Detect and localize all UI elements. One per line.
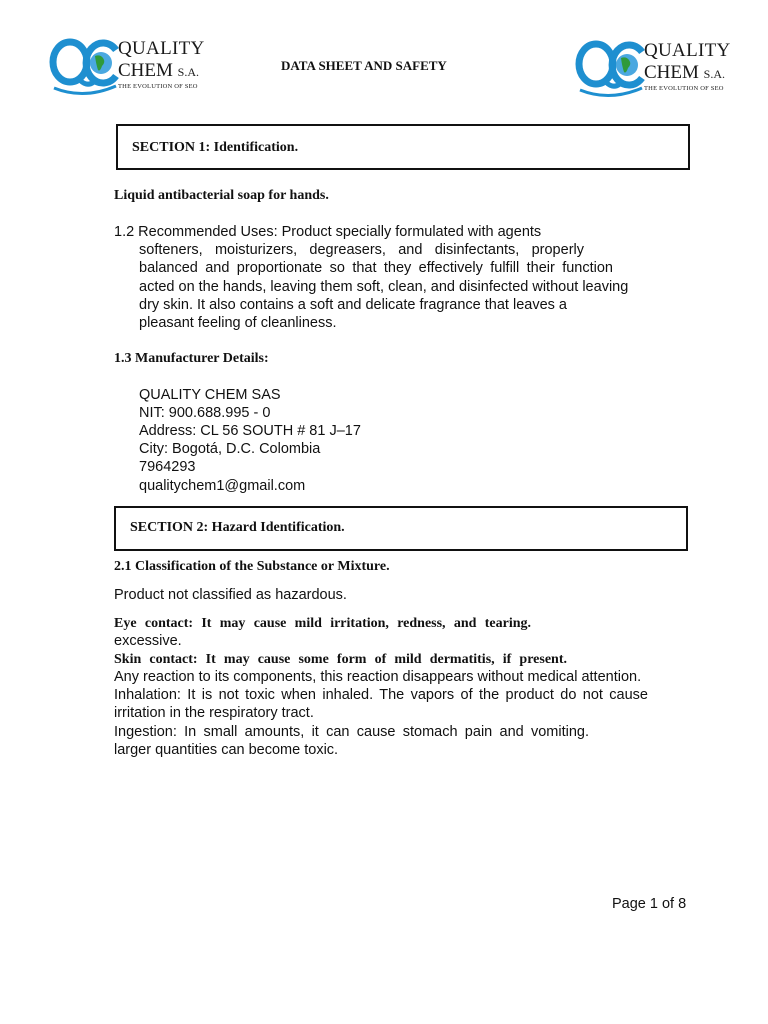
uses-line: 1.2 Recommended Uses: Product specially formulated with agents	[114, 224, 542, 240]
eye-contact-cont: excessive.	[114, 633, 182, 649]
manufacturer-line: City: Bogotá, D.C. Colombia	[139, 441, 321, 457]
logo-chem: CHEM	[644, 62, 699, 83]
inhalation-text: Inhalation: It is not toxic when inhaled. The vapors of the product do not cause	[114, 687, 648, 703]
product-name: Liquid antibacterial soap for hands.	[114, 188, 329, 203]
ingestion-cont: larger quantities can become toxic.	[114, 742, 339, 758]
eye-contact-text: Eye contact: It may cause mild irritation, redness, and tearing.	[114, 616, 531, 631]
skin-contact-text: Skin contact: It may cause some form of mild dermatitis, if present.	[114, 652, 567, 667]
manufacturer-line: NIT: 900.688.995 - 0	[139, 405, 271, 421]
ingestion-text: Ingestion: In small amounts, it can cause stomach pain and vomiting.	[114, 724, 589, 740]
uses-line: dry skin. It also contains a soft and delicate fragrance that leaves a	[139, 297, 567, 313]
skin-contact-cont: Any reaction to its components, this reaction disappears without medical attention.	[114, 669, 642, 685]
uses-line: softeners, moisturizers, degreasers, and disinfectants, properly	[139, 242, 584, 258]
document-title: DATA SHEET AND SAFETY	[281, 58, 447, 73]
manufacturer-heading: 1.3 Manufacturer Details:	[114, 351, 269, 366]
company-logo-right	[574, 40, 744, 100]
manufacturer-email: qualitychem1@gmail.com	[139, 478, 306, 494]
manufacturer-line: Address: CL 56 SOUTH # 81 J–17	[139, 423, 361, 439]
logo-sa: S.A.	[177, 65, 199, 79]
inhalation-cont: irritation in the respiratory tract.	[114, 705, 314, 721]
logo-tagline: THE EVOLUTION OF SEO	[644, 85, 724, 92]
uses-line: balanced and proportionate so that they effectively fulfill their function	[139, 260, 613, 276]
section-2-heading-box	[114, 506, 688, 551]
section-2-heading: SECTION 2: Hazard Identification.	[130, 520, 345, 535]
logo-name-line2	[644, 62, 725, 84]
qc-globe-icon	[48, 38, 120, 98]
uses-line: pleasant feeling of cleanliness.	[139, 315, 337, 331]
classification-heading: 2.1 Classification of the Substance or Mixture.	[114, 559, 390, 574]
logo-name-line1: QUALITY	[644, 40, 731, 61]
company-logo-left	[48, 38, 218, 98]
logo-name-line2	[118, 60, 199, 82]
manufacturer-line: QUALITY CHEM SAS	[139, 387, 281, 403]
logo-sa: S.A.	[703, 67, 725, 81]
logo-chem: CHEM	[118, 60, 173, 81]
section-1-heading: SECTION 1: Identification.	[132, 140, 299, 155]
uses-line: acted on the hands, leaving them soft, clean, and disinfected without leaving	[139, 279, 629, 295]
manufacturer-line: 7964293	[139, 459, 196, 475]
logo-name-line1: QUALITY	[118, 38, 205, 59]
page-number: Page 1 of 8	[612, 896, 687, 912]
section-1-heading-box	[116, 124, 690, 170]
qc-globe-icon	[574, 40, 646, 100]
classification-text: Product not classified as hazardous.	[114, 587, 347, 603]
logo-tagline: THE EVOLUTION OF SEO	[118, 83, 198, 90]
